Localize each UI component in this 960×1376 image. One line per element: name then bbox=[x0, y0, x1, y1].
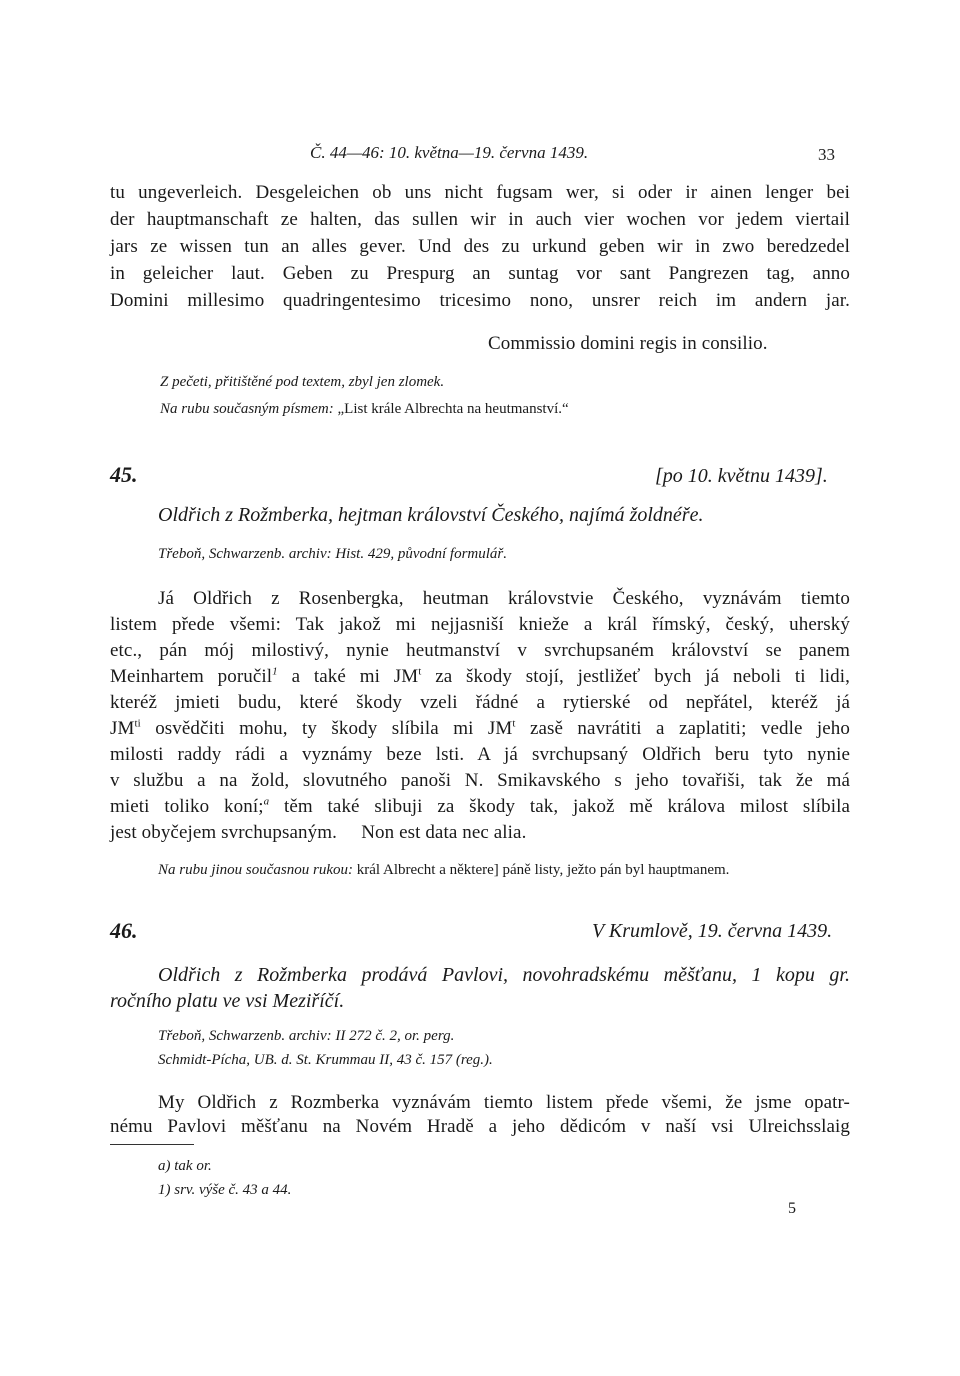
footnote-divider bbox=[110, 1144, 194, 1145]
doc45-number: 45. bbox=[110, 462, 138, 487]
doc45-body-line-4b: a také mi JM bbox=[277, 666, 419, 687]
page-number: 33 bbox=[818, 145, 835, 164]
doc45-body-line-6b: osvědčiti mohu, ty škody slíbila mi JM bbox=[140, 718, 513, 739]
sheet-number: 5 bbox=[788, 1200, 796, 1217]
doc45-body-line-9 bbox=[110, 796, 850, 818]
doc45-body-line-4 bbox=[110, 666, 850, 688]
doc46-title-line-1: Oldřich z Rožmberka prodává Pavlovi, novohradskému měšťanu, 1 kopu gr. bbox=[158, 964, 850, 986]
doc45-body-line-6 bbox=[110, 718, 850, 740]
doc45-body-line-6a: JM bbox=[110, 718, 135, 739]
doc46-source-2: Schmidt-Pícha, UB. d. St. Krummau II, 43 č. 157 (reg.). bbox=[158, 1052, 493, 1068]
doc44-note-dorsal bbox=[160, 401, 569, 418]
doc46-source-1: Třeboň, Schwarzenb. archiv: II 272 č. 2, or. perg. bbox=[158, 1028, 455, 1044]
doc44-closing: Commissio domini regis in consilio. bbox=[488, 333, 768, 354]
doc45-source: Třeboň, Schwarzenb. archiv: Hist. 429, původní formulář. bbox=[158, 546, 508, 562]
doc46-date: V Krumlově, 19. června 1439. bbox=[592, 920, 833, 942]
doc44-line-5: Domini millesimo quadringentesimo tricesimo nono, unsrer reich im andern jar. bbox=[110, 290, 850, 311]
doc46-body-line-1 bbox=[110, 1092, 850, 1114]
footnote-1: 1) srv. výše č. 43 a 44. bbox=[158, 1182, 292, 1198]
doc44-note-seal: Z pečeti, přitištěné pod textem, zbyl jen zlomek. bbox=[160, 374, 445, 390]
sup-t-1: t bbox=[418, 665, 422, 678]
doc44-line-3: jars ze wissen tun an alles gever. Und des zu urkund geben wir in zwo beredzedel bbox=[110, 236, 850, 257]
doc45-body-line-7: milosti raddy rádi a vyznámy beze lsti. A já svrchupsaný Oldřich beru tyto nynie bbox=[110, 744, 850, 765]
footnote-ref-1: 1 bbox=[272, 665, 278, 678]
doc45-note-dorsal bbox=[158, 862, 729, 879]
doc45-body-line-8: v službu a na žold, slovutného panoši N. Smikavského s jeho tovařiši, tak že má bbox=[110, 770, 850, 791]
doc45-body-line-10: jest obyčejem svrchupsaným. Non est data nec alia. bbox=[110, 822, 527, 843]
doc45-body-line-5: kteréž jmieti budu, které škody vzeli řádné a rytierské od nepřátel, kteréž já bbox=[110, 692, 850, 713]
doc46-number: 46. bbox=[110, 918, 138, 943]
sup-ti: ti bbox=[134, 717, 141, 730]
doc45-title: Oldřich z Rožmberka, hejtman království Českého, najímá žoldnéře. bbox=[158, 504, 704, 526]
sup-t-2: t bbox=[512, 717, 516, 730]
doc45-body-line-9b: těm také slibuji za škody tak, jakož mě králova milost slíbila bbox=[269, 796, 851, 817]
doc44-note-dorsal-label: Na rubu současným písmem: bbox=[160, 401, 334, 417]
doc44-note-dorsal-text: „List krále Albrechta na heutmanství.“ bbox=[333, 401, 569, 417]
running-header-title: Č. 44—46: 10. května—19. června 1439. bbox=[310, 143, 589, 162]
doc46-title-line-2: ročního platu ve vsi Meziříčí. bbox=[110, 990, 345, 1012]
doc45-body-line-3: etc., pán mój milostivý, nynie heutmanství v svrchupsaném království se panem bbox=[110, 640, 850, 661]
doc45-body-line-6c: zasě navrátiti a zaplatiti; vedle jeho bbox=[515, 718, 850, 739]
doc45-body-line-1 bbox=[110, 588, 850, 610]
footnote-a: a) tak or. bbox=[158, 1158, 212, 1174]
doc45-body-line-2: listem přede všemi: Tak jakož mi nejjasniší knieže a král římský, český, uherský bbox=[110, 614, 850, 635]
doc45-date: [po 10. květnu 1439]. bbox=[655, 465, 828, 487]
doc46-body-line-2: nému Pavlovi měšťanu na Novém Hradě a jeho dědicóm v naší vsi Ulreichsslaig bbox=[110, 1116, 850, 1137]
doc44-line-4: in geleicher laut. Geben zu Prespurg an suntag vor sant Pangrezen tag, anno bbox=[110, 263, 850, 284]
doc44-line-2: der hauptmanschaft ze halten, das sullen wir in auch vier wochen vor jedem viertail bbox=[110, 209, 850, 230]
doc45-note-dorsal-text: král Albrecht a některe] páně listy, ježto pán byl hauptmanem. bbox=[353, 862, 730, 878]
doc44-line-1: tu ungeverleich. Desgeleichen ob uns nicht fugsam wer, si oder ir ainen lenger bei bbox=[110, 182, 850, 203]
doc46-body-line-1-text: My Oldřich z Rozmberka vyznávám tiemto listem přede všemi, že jsme opatr- bbox=[158, 1092, 850, 1113]
doc45-body-line-4a: Meinhartem poručil bbox=[110, 666, 273, 687]
doc45-body-line-9a: mieti toliko koní; bbox=[110, 796, 264, 817]
doc45-note-dorsal-label: Na rubu jinou současnou rukou: bbox=[158, 862, 353, 878]
doc45-body-line-1-text: Já Oldřich z Rosenbergka, heutman královstvie Českého, vyznávám tiemto bbox=[158, 588, 850, 609]
footnote-ref-a: a bbox=[263, 795, 270, 808]
doc45-body-line-4c: za škody stojí, jestližeť bych já neboli ti lidi, bbox=[421, 666, 850, 687]
